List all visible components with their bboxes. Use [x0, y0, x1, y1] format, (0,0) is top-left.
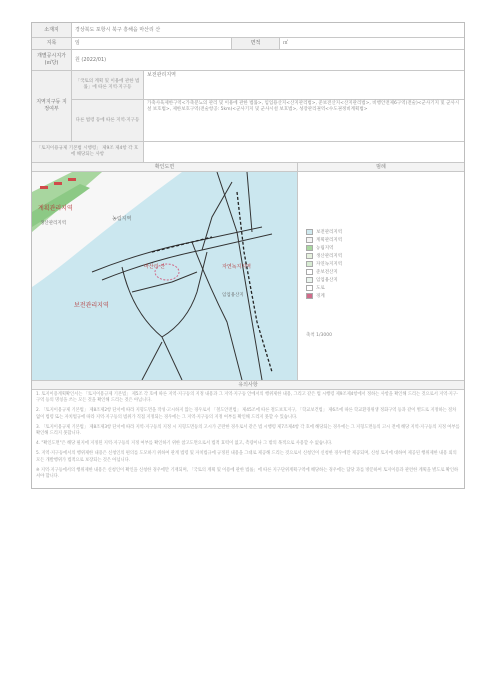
zoning-law-label: 「국토의 계획 및 이용에 관한 법률」에 따른 지역·지구등	[72, 71, 144, 99]
map-label-production: 생산관리지역	[40, 221, 67, 226]
land-price-label: 개별공시지가 (㎡당)	[32, 50, 72, 70]
land-use-form	[31, 22, 465, 489]
legend-swatch	[306, 277, 313, 283]
legend-label: 경계	[316, 294, 325, 299]
legend-item	[306, 284, 342, 292]
land-price-value: 원 (2022/01)	[75, 56, 107, 63]
map-label-green: 자연녹지지역	[222, 264, 251, 270]
note-paragraph: 2. 「토지이용규제 기본법」 제8조제2항 단서에 따라 지형도면을 작성·고시하지 않는 경우로서 「철도안전법」 제45조에 따른 철도보호지구, 「학교보건법」 제6조에 따른 학교환경위생 정화구역 등과 같이 별도로 지정하는 절차 없이 법령 또는 자치법규에 따라 지역·지구등의 범위가 직접 지정되는 경우에는 그 지역·지구등의 지정 여부를 확인해 드리지 못할 수 있습니다.	[36, 408, 457, 420]
note-paragraph: ※ 지역·지구등에서의 행위제한 내용은 신청인이 확인을 신청한 경우에만 기재되며, 「국토의 계획 및 이용에 관한 법률」에 따른 지구단위계획구역에 해당하는 경우에는 담당 과를 방문하여 토지이용과 관련한 계획을 별도로 확인하셔야 합니다.	[36, 467, 459, 480]
other-law-label: 다른 법령 등에 따른 지역·지구등	[72, 100, 144, 141]
legend-item	[306, 244, 342, 252]
legend-swatch	[306, 253, 313, 259]
location-value: 경상북도 포항시 북구 흥해읍 마산리 산	[75, 26, 161, 33]
legend-item	[306, 228, 342, 236]
enforcement-value	[144, 142, 464, 162]
legend-item	[306, 276, 342, 284]
map-label-agri: 농림지역	[112, 216, 132, 222]
legend-swatch	[306, 269, 313, 275]
legend-swatch	[306, 261, 313, 267]
verification-map	[32, 172, 298, 380]
note-paragraph: 3. 「토지이용규제 기본법」 제8조제3항 단서에 따라 지역·지구등의 지정 시 지형도면등의 고시가 곤란한 경우로서 같은 법 시행령 제7조제4항 각 호에 해당되는 경우에는 그 지형도면등의 고시 전에 해당 지역·지구등의 지정 여부를 확인해 드리지 못합니다.	[36, 424, 460, 437]
map-label-forest: 임업용산지	[222, 293, 244, 298]
legend-label: 도로	[316, 286, 325, 291]
map-label-preservation: 보전관리지역	[74, 302, 109, 309]
map-svg	[32, 172, 297, 380]
zoning-law-value: 보전관리지역	[147, 72, 176, 78]
legend-label: 농림지역	[316, 246, 334, 251]
map-label-planning: 계획관리지역	[38, 205, 73, 212]
note-paragraph: 5. 지역·지구등에서의 행위제한 내용은 신청인의 편의를 도모하기 위하여 관계 법령 및 자치법규에 규정된 내용을 그대로 제공해 드리는 것으로서 신청인이 신청한 경우에만 제공되며, 신청 토지에 대하여 제공된 행위제한 내용 외의 모든 개발행위가 법적으로 보장되는 것은 아닙니다.	[36, 451, 457, 463]
area-label: 면적	[232, 38, 280, 49]
enforcement-label: 「토지이용규제 기본법 시행령」 제9조 제4항 각 호에 해당되는 사항	[32, 142, 144, 162]
category-label: 지목	[32, 38, 72, 49]
map-area	[32, 172, 464, 381]
notes-section-label: 유의사항	[32, 381, 464, 390]
legend-label: 보전관리지역	[316, 230, 343, 235]
area-value: ㎡	[283, 40, 289, 46]
legend-swatch	[306, 293, 313, 299]
map-section-label: 확인도면	[32, 163, 298, 171]
location-row	[32, 23, 464, 38]
legend-label: 준보전산지	[316, 270, 338, 275]
legend-label: 계획관리지역	[316, 238, 343, 243]
legend-swatch	[306, 237, 313, 243]
note-paragraph: 4. "확인도면"은 해당 필지에 지정된 지역·지구등의 지정 여부를 확인하기 위한 참고도면으로서 법적 효력이 없고, 측량이나 그 밖의 목적으로 사용할 수 없습니다.	[36, 441, 333, 447]
legend-item	[306, 236, 342, 244]
map-parcel-label: 마산리 산	[144, 264, 165, 270]
category-row	[32, 38, 464, 50]
map-scale: 축척 1/3000	[306, 333, 332, 338]
legend-label: 생산관리지역	[316, 254, 343, 259]
legend-label: 자연녹지지역	[316, 262, 343, 267]
notes-body	[32, 390, 464, 488]
zoning-row	[32, 71, 464, 142]
legend-section-label: 범례	[298, 163, 464, 171]
legend-list	[306, 228, 342, 300]
legend-item	[306, 260, 342, 268]
legend-swatch	[306, 229, 313, 235]
legend-swatch	[306, 245, 313, 251]
legend-panel	[298, 172, 464, 380]
legend-item	[306, 292, 342, 300]
category-value: 임	[72, 38, 232, 49]
zoning-section-label: 지역지구등 지정여부	[32, 71, 72, 141]
location-label: 소재지	[32, 23, 72, 37]
enforcement-row	[32, 142, 464, 163]
land-price-row	[32, 50, 464, 71]
legend-label: 임업용산지	[316, 278, 338, 283]
legend-swatch	[306, 285, 313, 291]
legend-item	[306, 268, 342, 276]
other-law-value: 가축사육제한구역<가축분뇨의 관리 및 이용에 관한 법률>, 임업용산지<산지관리법>, 준보전산지<산지관리법>, 비행안전제6구역(전술)<군사기지 및 군사시설 보호법>, 제한보호구역(전술항공: 5km)<군사기지 및 군사시설 보호법>, 성장관리권역<수도권정비계획법>	[147, 101, 460, 112]
note-paragraph: 1. 토지이용계획확인서는 「토지이용규제 기본법」 제5조 각 호에 따른 지역·지구등의 지정 내용과 그 지역·지구등 안에서의 행위제한 내용, 그리고 같은 법 시행령 제9조제4항에서 정하는 사항을 확인해 드리는 것으로서 지역·지구·구역 등의 명칭을 쓰는 모든 것을 확인해 드리는 것은 아닙니다.	[36, 392, 459, 404]
legend-item	[306, 252, 342, 260]
